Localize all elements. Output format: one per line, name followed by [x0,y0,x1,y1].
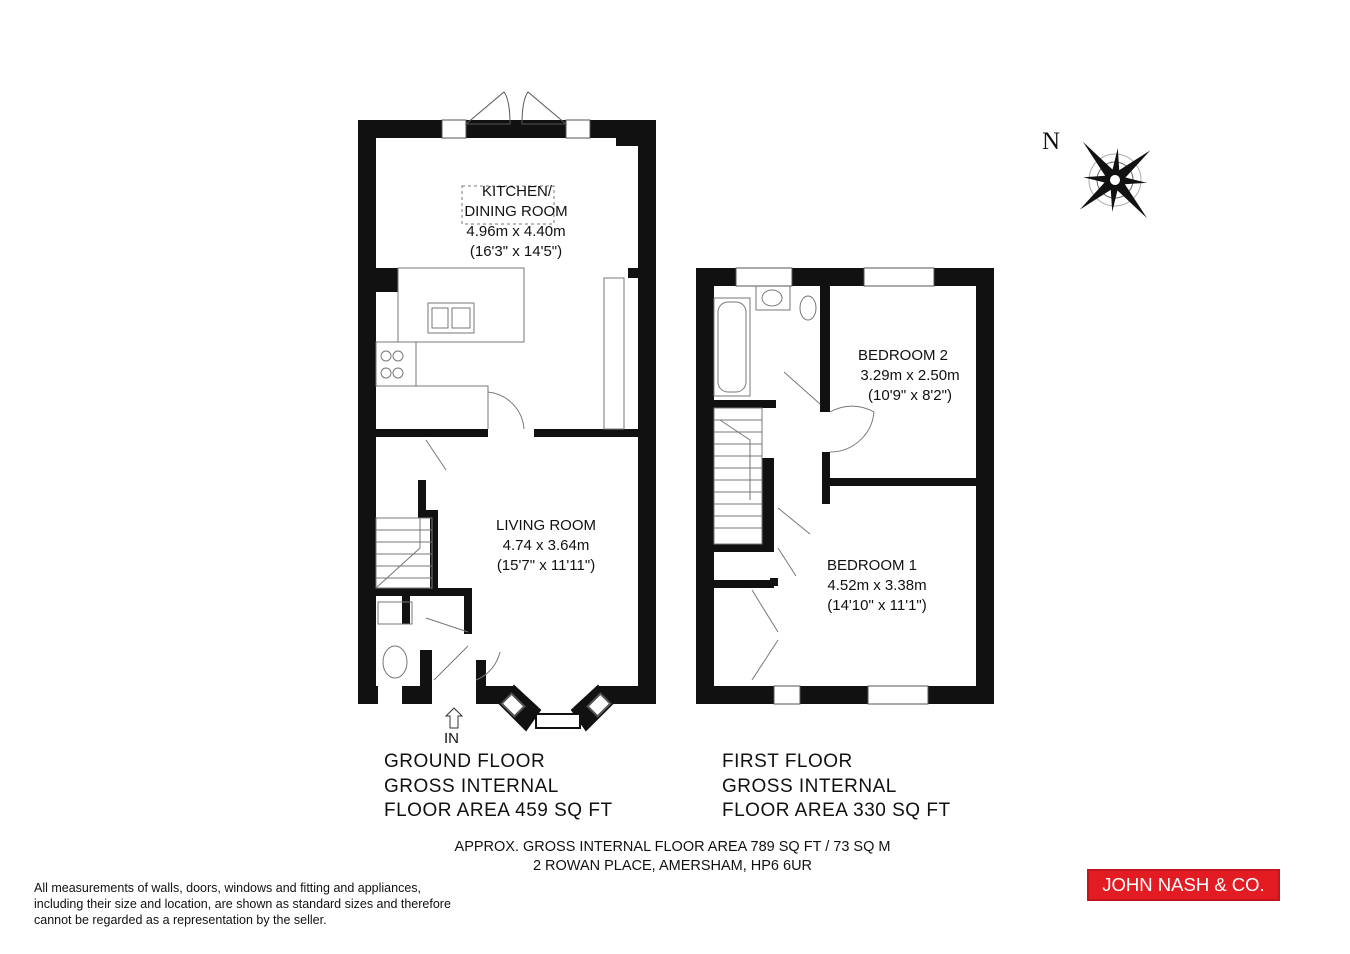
bedroom-1-metric: 4.52m x 3.38m [827,577,927,594]
kitchen-imperial: (16'3" x 14'5") [469,243,563,260]
disclaimer [34,880,504,928]
first-caption-line-1: FIRST FLOOR [722,751,853,772]
kitchen-label-2: DINING ROOM [464,203,568,220]
disclaimer-line-1: All measurements of walls, doors, windows and fitting and appliances, [34,881,422,895]
bedroom-2-label: BEDROOM 2 [857,347,949,364]
kitchen-label: KITCHEN/ [481,183,553,200]
compass-north-label: N [1042,128,1061,155]
ground-floor-caption [384,750,613,824]
total-area-text: APPROX. GROSS INTERNAL FLOOR AREA 789 SQ FT / 73 SQ M [454,839,891,855]
disclaimer-line-3: cannot be regarded as a representation by the seller. [34,913,327,927]
living-room-metric: 4.74 x 3.64m [502,537,590,554]
compass-rose-icon [1048,112,1183,248]
ground-room-labels [464,183,596,574]
entrance-label: IN [444,730,459,747]
first-floor-plan [696,268,994,704]
ground-caption-line-1: GROUND FLOOR [384,751,546,772]
bedroom-2-metric: 3.29m x 2.50m [860,367,960,384]
kitchen-metric: 4.96m x 4.40m [466,223,566,240]
ground-caption-line-2: GROSS INTERNAL [384,775,559,797]
bedroom-2-imperial: (10'9" x 8'2") [868,387,952,404]
first-caption-line-2: GROSS INTERNAL [722,775,897,797]
address-text: 2 ROWAN PLACE, AMERSHAM, HP6 6UR [532,858,813,874]
bay-window [500,686,612,730]
bedroom-1-imperial: (14'10" x 11'1") [827,597,927,614]
first-caption-line-3: FLOOR AREA 330 SQ FT [722,800,951,821]
first-floor-walls [696,268,994,704]
brand-logo: JOHN NASH & CO. [1087,869,1280,901]
bedroom-1-label: BEDROOM 1 [826,557,918,574]
living-room-imperial: (15'7" x 11'11") [496,557,596,574]
first-floor-caption [722,750,951,824]
living-room-label: LIVING ROOM [495,517,597,534]
ground-floor-plan [358,92,656,730]
entrance-arrow [446,708,462,728]
disclaimer-line-2: including their size and location, are shown as standard sizes and therefore [34,897,451,911]
ground-caption-line-3: FLOOR AREA 459 SQ FT [384,800,613,821]
